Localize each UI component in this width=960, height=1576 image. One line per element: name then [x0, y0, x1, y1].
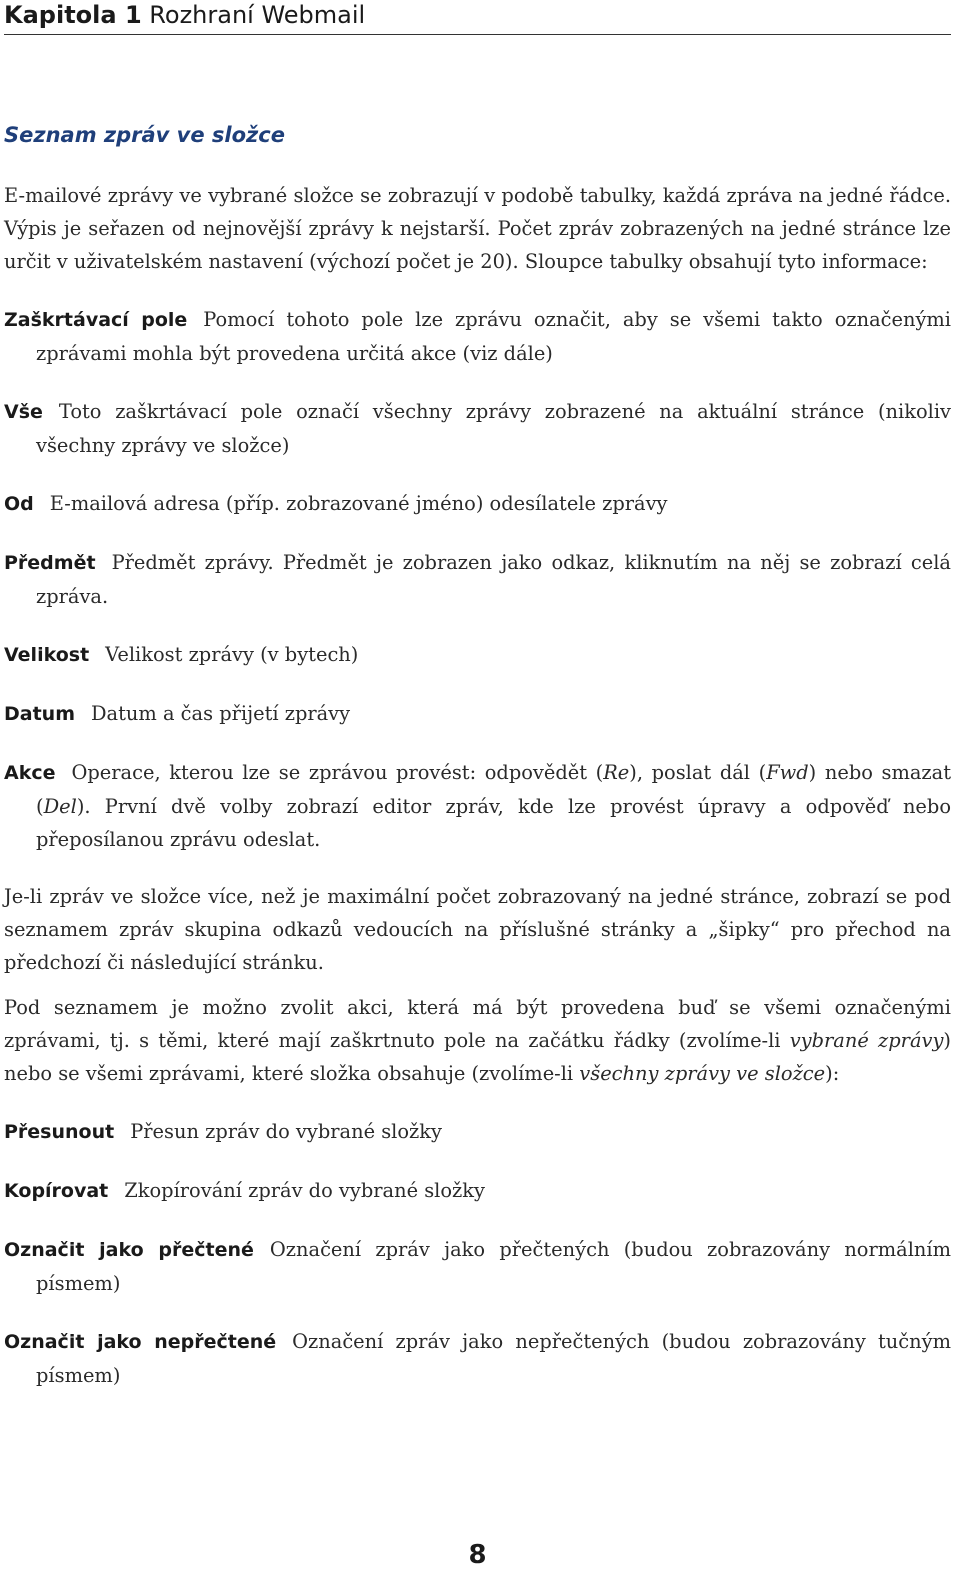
- definition-mark-read: [4, 1233, 951, 1300]
- definition-checkbox: [4, 303, 951, 370]
- chapter-number: Kapitola 1: [4, 1, 142, 29]
- definition-desc: Označení zpráv jako přečtených (budou zobrazovány normálním písmem): [36, 1238, 951, 1295]
- text-run: ) nebo smazat (: [36, 761, 951, 818]
- main-content: [4, 179, 951, 1392]
- emphasis-re: Re: [603, 761, 630, 784]
- paging-paragraph: Je-li zpráv ve složce více, než je maximální počet zobrazovaný na jedné stránce, zobrazí se pod seznamem zpráv skupina odkazů vedoucích na příslušné stránky a „šipky“ pro přechod na předchozí či následující stránku.: [4, 885, 951, 974]
- definition-term: Předmět: [4, 552, 96, 574]
- emphasis-del: Del: [43, 795, 77, 818]
- text-run: ):: [825, 1062, 840, 1085]
- definition-all: [4, 395, 951, 462]
- definition-term: Velikost: [4, 644, 90, 666]
- definition-desc: Předmět zprávy. Předmět je zobrazen jako odkaz, kliknutím na něj se zobrazí celá zpráva.: [36, 551, 951, 608]
- definition-desc: Pomocí tohoto pole lze zprávu označit, aby se všemi takto označenými zprávami mohla být provedena určitá akce (viz dále): [36, 308, 951, 365]
- text-run: ), poslat dál (: [629, 761, 767, 784]
- definition-mark-unread: [4, 1325, 951, 1392]
- definition-subject: [4, 546, 951, 613]
- text-run: Pod seznamem je možno zvolit akci, která má být provedena buď se všemi označenými zprávami, tj. s těmi, které mají zaškrtnuto pole na začátku řádky (zvolíme-li: [4, 996, 951, 1052]
- column-definitions: [4, 303, 951, 856]
- definition-desc: Zkopírování zpráv do vybrané složky: [124, 1179, 485, 1202]
- definition-move: [4, 1115, 951, 1149]
- text-run: Operace, kterou lze se zprávou provést: odpovědět (: [71, 761, 604, 784]
- definition-desc: Datum a čas přijetí zprávy: [91, 702, 351, 725]
- emphasis-selected: vybrané zprávy: [789, 1029, 944, 1052]
- definition-desc: Označení zpráv jako nepřečtených (budou zobrazovány tučným písmem): [36, 1330, 951, 1387]
- definition-term: Od: [4, 493, 34, 515]
- definition-desc: Velikost zprávy (v bytech): [105, 643, 359, 666]
- text-run: ) nebo se všemi zprávami, které složka obsahuje (zvolíme-li: [4, 1029, 951, 1085]
- text-run: ). První dvě volby zobrazí editor zpráv, kde lze provést úpravy a odpověď nebo přeposílanou zprávu odeslat.: [36, 795, 951, 851]
- definition-copy: [4, 1174, 951, 1208]
- definition-desc: Přesun zpráv do vybrané složky: [130, 1120, 442, 1143]
- definition-term: Kopírovat: [4, 1180, 109, 1202]
- definition-term: Datum: [4, 703, 75, 725]
- definition-actions: [4, 756, 951, 856]
- definition-size: [4, 638, 951, 672]
- definition-term: Označit jako nepřečtené: [4, 1331, 277, 1353]
- definition-date: [4, 697, 951, 731]
- definition-from: [4, 487, 951, 521]
- chapter-title: Rozhraní Webmail: [149, 1, 366, 29]
- definition-desc: [36, 761, 951, 851]
- definition-term: Akce: [4, 762, 56, 784]
- definition-desc: E-mailová adresa (příp. zobrazované jméno) odesílatele zprávy: [49, 492, 668, 515]
- running-header: [4, 0, 951, 35]
- definition-term: Označit jako přečtené: [4, 1239, 254, 1261]
- definition-term: Přesunout: [4, 1121, 115, 1143]
- emphasis-all-in-folder: všechny zprávy ve složce: [579, 1062, 826, 1085]
- intro-paragraph: E-mailové zprávy ve vybrané složce se zobrazují v podobě tabulky, každá zpráva na jedné řádce. Výpis je seřazen od nejnovější zprávy k nejstarší. Počet zpráv zobrazených na jedné stránce lze určit v uživatelském nastavení (výchozí počet je 20). Sloupce tabulky obsahují tyto informace:: [4, 184, 951, 273]
- action-paragraph: [4, 991, 951, 1090]
- emphasis-fwd: Fwd: [766, 761, 809, 784]
- page-number: 8: [468, 1540, 487, 1570]
- action-definitions: [4, 1115, 951, 1392]
- definition-term: Zaškrtávací pole: [4, 309, 188, 331]
- section-title: Seznam zpráv ve složce: [4, 123, 285, 147]
- definition-desc: Toto zaškrtávací pole označí všechny zprávy zobrazené na aktuální stránce (nikoliv všechny zprávy ve složce): [36, 400, 951, 457]
- definition-term: Vše: [4, 401, 43, 423]
